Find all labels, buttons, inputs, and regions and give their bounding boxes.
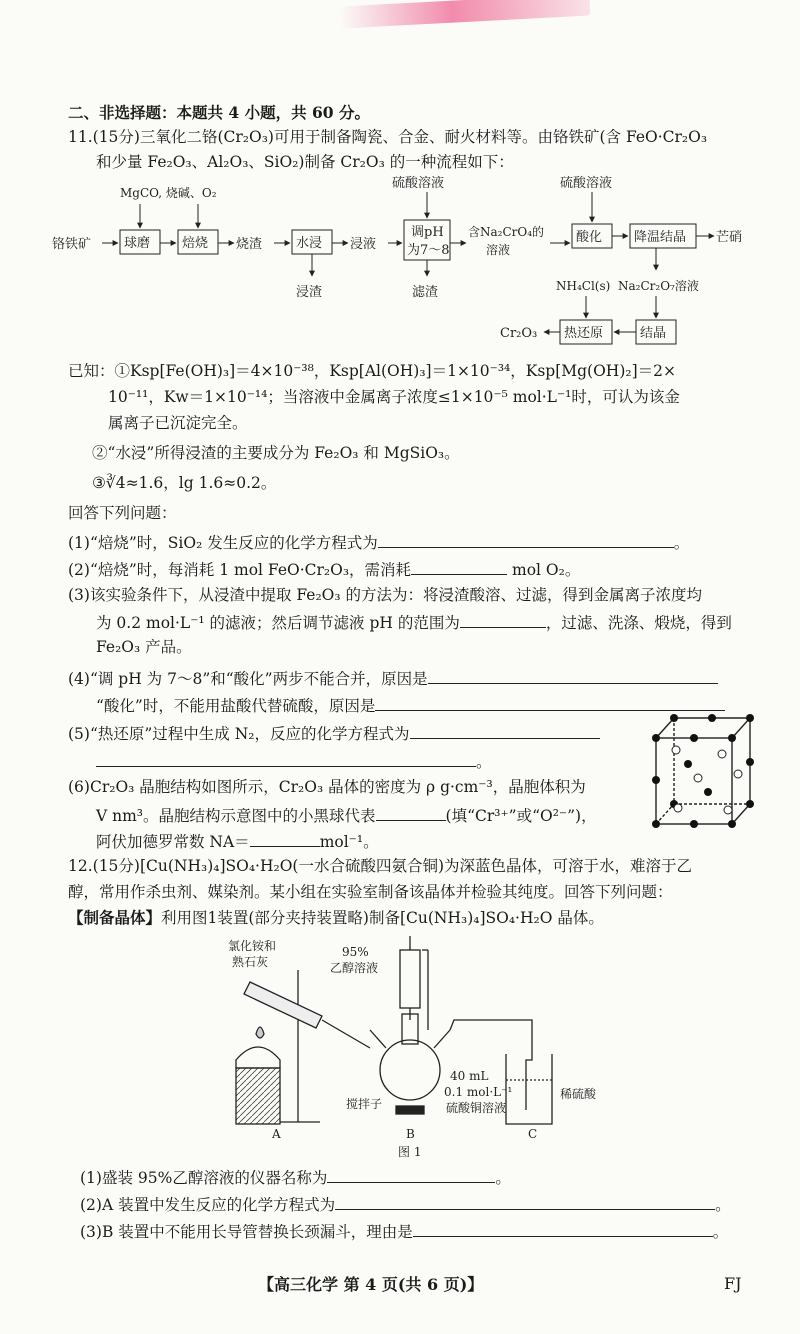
flow-step8: 热还原: [564, 326, 604, 341]
flow-step5: 酸化: [576, 230, 603, 245]
q12-prep: 【制备晶体】利用图1装置(部分夹持装置略)制备[Cu(NH₃)₄]SO₄·H₂O 晶体。: [68, 908, 604, 927]
fig-label-B: B: [406, 1127, 415, 1141]
q12-part1-blank[interactable]: [327, 1166, 495, 1183]
flow-product1: 芒硝: [716, 230, 743, 245]
q11-known-1c: 属离子已沉淀完全。: [108, 414, 248, 432]
q11-part6-blank2[interactable]: [250, 830, 320, 847]
fig-label-stir: 搅拌子: [346, 1097, 383, 1111]
q11-part4a: (4)“调 pH 为 7～8”和“酸化”两步不能合并，原因是: [68, 667, 718, 689]
flow-step4-line2: 为7～8: [407, 243, 450, 258]
q11-known-3: ③∛4≈1.6，lg 1.6≈0.2。: [92, 474, 277, 492]
q12-part2-blank[interactable]: [335, 1193, 715, 1210]
q11-part2: (2)“焙烧”时，每消耗 1 mol FeO·Cr₂O₃，需消耗 mol O₂。: [68, 558, 580, 580]
flow-residue2: 滤渣: [412, 285, 439, 300]
crystal-cell-diagram: [648, 712, 758, 830]
flow-step6: 降温结晶: [634, 230, 687, 245]
q11-known-2: ②“水浸”所得浸渣的主要成分为 Fe₂O₃ 和 MgSiO₃。: [92, 444, 460, 462]
q11-part5-blank1[interactable]: [410, 722, 600, 739]
flow-mid4: Na₂Cr₂O₇溶液: [618, 279, 699, 293]
q11-known-1b: 10⁻¹¹，Kw＝1×10⁻¹⁴；当溶液中金属离子浓度≤1×10⁻⁵ mol·L⁻¹时，可认为该金: [108, 388, 680, 406]
flow-step3: 水浸: [296, 236, 323, 251]
q11-part3a: (3)该实验条件下，从浸渣中提取 Fe₂O₃ 的方法为：将浸渣酸溶、过滤，得到金属离子浓度均: [68, 586, 703, 604]
q11-part6b: V nm³。晶胞结构示意图中的小黑球代表 (填“Cr³⁺”或“O²⁻”)，: [96, 804, 597, 826]
fig-label-a2: 熟石灰: [232, 955, 269, 969]
q11-part3b: 为 0.2 mol·L⁻¹ 的滤液；然后调节滤液 pH 的范围为 ，过滤、洗涤、煅烧，得到: [96, 611, 732, 633]
q11-part1: (1)“焙烧”时，SiO₂ 发生反应的化学方程式为 。: [68, 531, 689, 553]
q11-part3-blank[interactable]: [460, 611, 546, 628]
flow-residue1: 浸渣: [296, 285, 323, 300]
q11-part5b: 。: [96, 750, 492, 772]
footer-code: FJ: [724, 1274, 742, 1293]
fig-caption: 图 1: [398, 1145, 422, 1159]
footer-page-info: 【高三化学 第 4 页(共 6 页)】: [258, 1275, 484, 1294]
flow-step2: 焙烧: [182, 236, 209, 251]
fig-label-c2: 0.1 mol·L⁻¹: [444, 1085, 513, 1099]
q11-part2-blank[interactable]: [411, 558, 507, 575]
highlight-mark: [340, 0, 591, 29]
fig-label-b1: 95%: [342, 945, 369, 959]
q12-intro-line2: 醇，常用作杀虫剂、媒染剂。某小组在实验室制备该晶体并检验其纯度。回答下列问题：: [68, 883, 673, 901]
q11-part6a: (6)Cr₂O₃ 晶胞结构如图所示，Cr₂O₃ 晶体的密度为 ρ g·cm⁻³，晶胞体积为: [68, 778, 586, 796]
fig-label-a1: 氯化铵和: [228, 939, 277, 953]
flow-reagent2: 硫酸溶液: [392, 176, 445, 191]
q11-part3d: Fe₂O₃ 产品。: [96, 638, 192, 656]
q11-flowchart: [50, 172, 770, 352]
flow-mid2: 浸液: [350, 237, 377, 252]
flow-step7: 结晶: [640, 326, 667, 341]
q12-part2: (2)A 装置中发生反应的化学方程式为 。: [80, 1193, 731, 1215]
q12-part3: (3)B 装置中不能用长导管替换长颈漏斗，理由是 。: [80, 1220, 728, 1242]
q11-part5-blank2[interactable]: [96, 750, 476, 767]
flow-mid3-line2: 溶液: [486, 243, 511, 257]
q11-part6c: 阿伏加德罗常数 NA＝ mol⁻¹。: [96, 830, 379, 852]
q11-part1-blank[interactable]: [378, 531, 674, 548]
fig-label-acid: 稀硫酸: [560, 1087, 597, 1101]
flow-start: 铬铁矿: [52, 237, 92, 252]
q11-part4b: “酸化”时，不能用盐酸代替硫酸，原因是: [96, 694, 725, 716]
q11-known-1a: 已知：①Ksp[Fe(OH)₃]＝4×10⁻³⁸，Ksp[Al(OH)₃]＝1×10⁻³⁴，Ksp[Mg(OH)₂]＝2×: [68, 362, 676, 380]
fig-label-C: C: [528, 1127, 538, 1141]
flow-step1: 球磨: [124, 236, 151, 251]
section-title: 二、非选择题：本题共 4 小题，共 60 分。: [68, 103, 370, 122]
q11-part5a: (5)“热还原”过程中生成 N₂，反应的化学方程式为: [68, 722, 600, 744]
q12-part3-blank[interactable]: [413, 1220, 713, 1237]
fig-label-A: A: [272, 1127, 281, 1141]
flow-step4-line1: 调pH: [411, 225, 444, 240]
flow-mid3-line1: 含Na₂CrO₄的: [468, 225, 545, 239]
fig-label-b2: 乙醇溶液: [330, 961, 379, 975]
q11-part4-blank2[interactable]: [375, 694, 725, 711]
q12-part1: (1)盛装 95%乙醇溶液的仪器名称为 。: [80, 1166, 511, 1188]
flow-reagent4: NH₄Cl(s): [556, 279, 611, 293]
fig-label-c3: 硫酸铜溶液: [446, 1101, 507, 1115]
q11-part4-blank1[interactable]: [428, 667, 718, 684]
flow-product2: Cr₂O₃: [500, 326, 538, 341]
q12-intro-line1: 12.(15分)[Cu(NH₃)₄]SO₄·H₂O(一水合硫酸四氨合铜)为深蓝色晶体，可溶于水，难溶于乙: [68, 857, 693, 875]
fig-label-c1: 40 mL: [450, 1069, 489, 1083]
flow-reagent3: 硫酸溶液: [560, 176, 613, 191]
flow-mid1: 烧渣: [236, 237, 263, 252]
q11-intro-line2: 和少量 Fe₂O₃、Al₂O₃、SiO₂)制备 Cr₂O₃ 的一种流程如下：: [96, 153, 514, 171]
q11-part6-blank1[interactable]: [376, 804, 446, 821]
q11-answer-prompt: 回答下列问题：: [68, 504, 177, 522]
q11-intro-line1: 11.(15分)三氧化二铬(Cr₂O₃)可用于制备陶瓷、合金、耐火材料等。由铬铁矿(含 FeO·Cr₂O₃: [68, 128, 708, 146]
figure1-apparatus: [210, 930, 610, 1160]
flow-reagent1: MgCO, 烧碱、O₂: [120, 186, 217, 200]
